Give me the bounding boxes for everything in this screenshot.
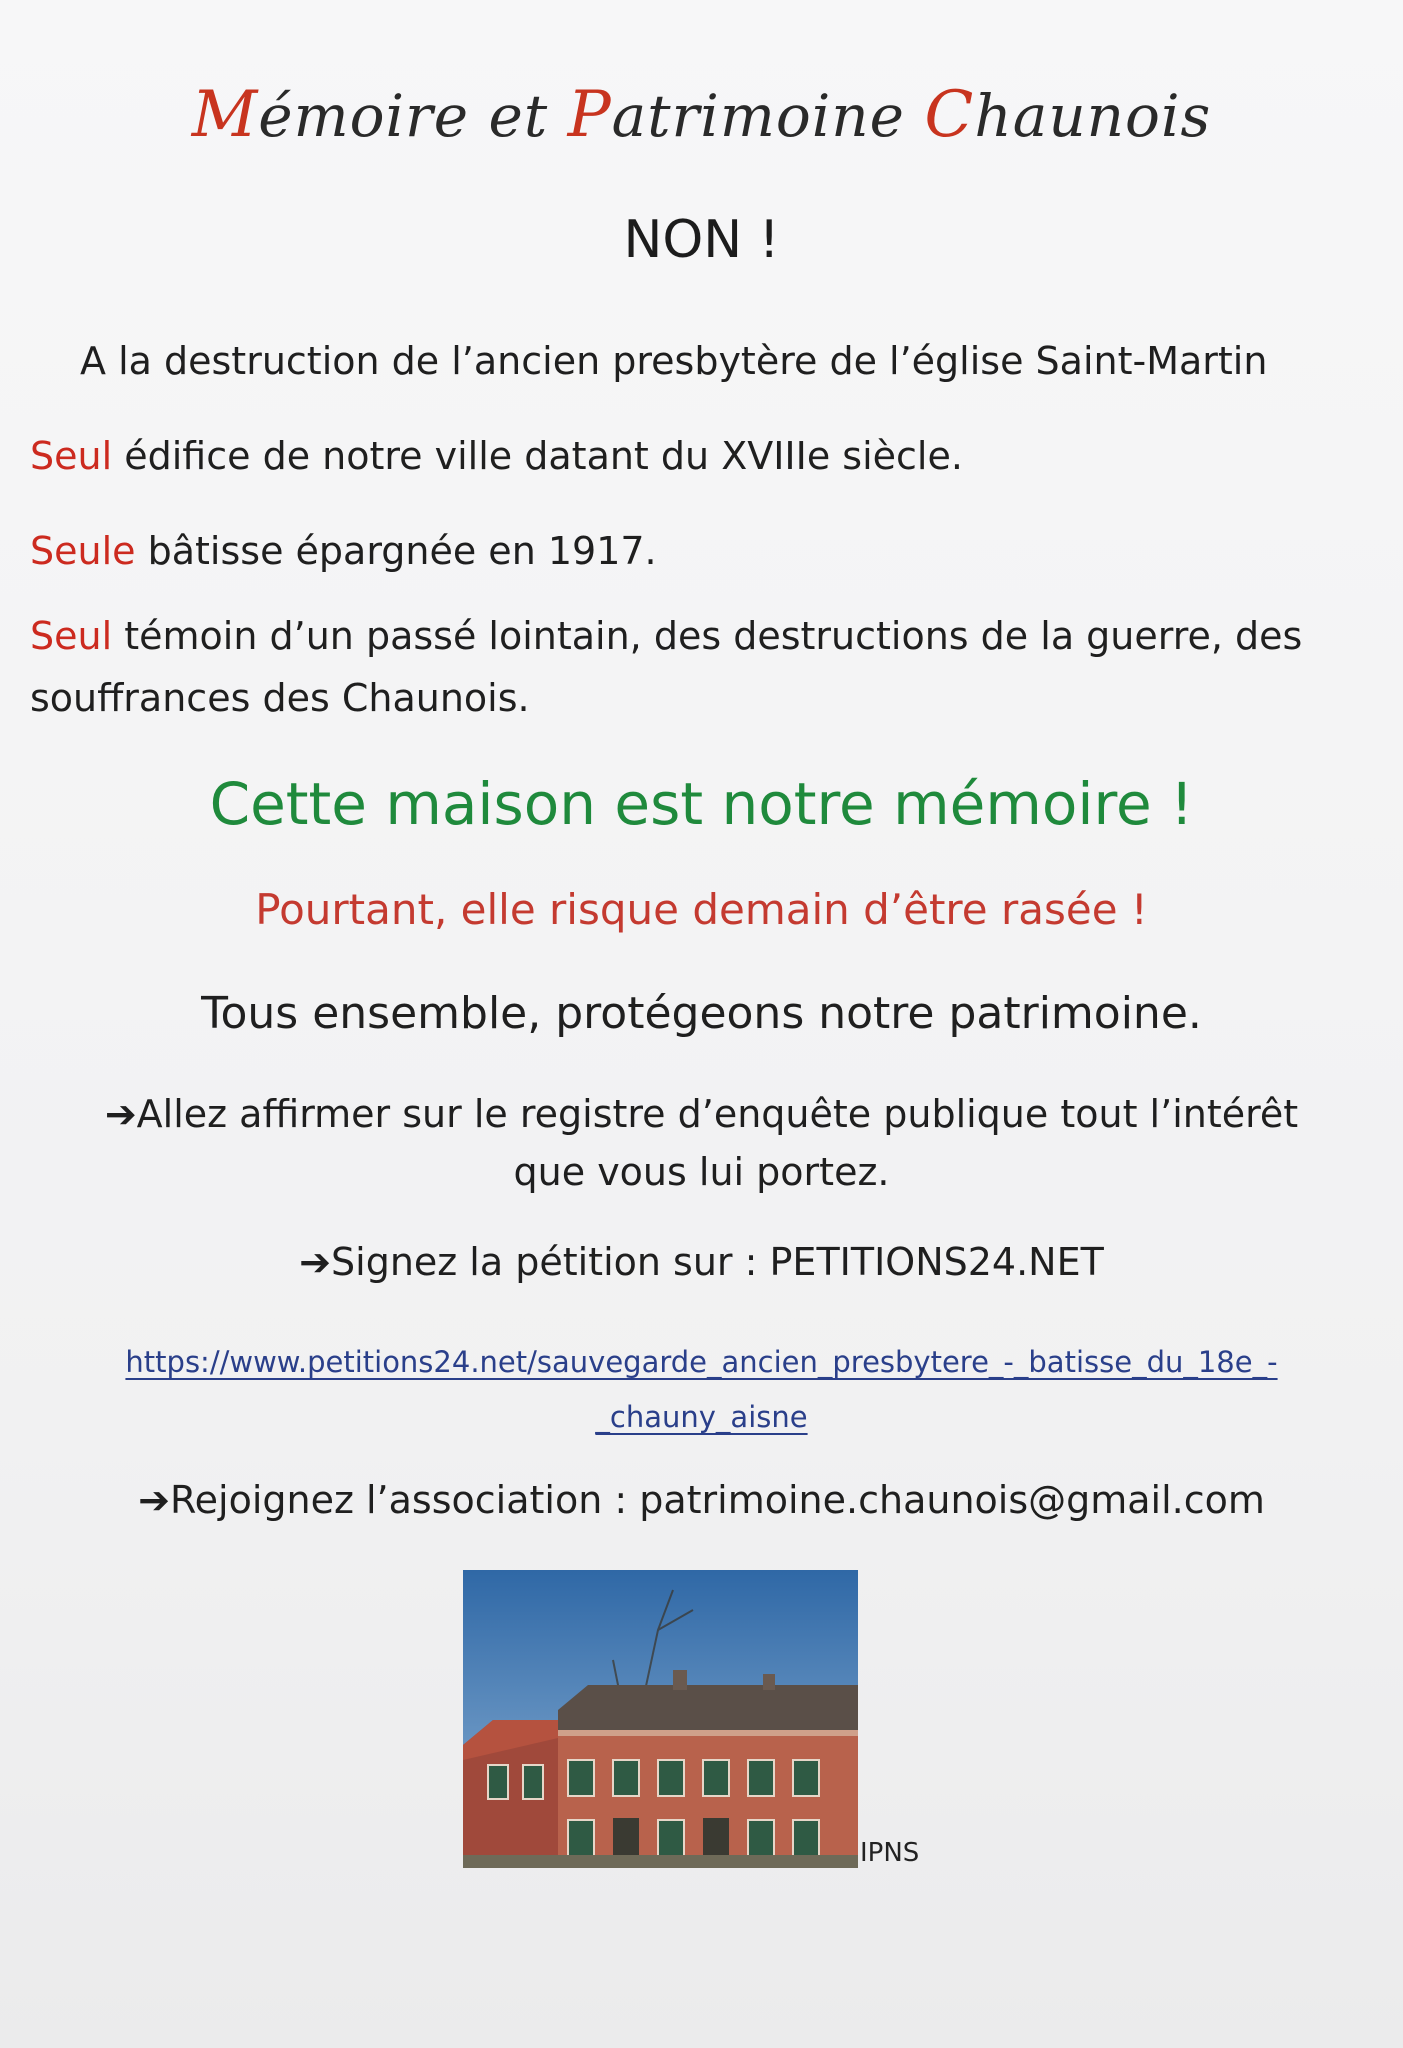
registre-text: Allez affirmer sur le registre d’enquête publique tout l’intérêt: [136, 1092, 1299, 1136]
photo-caption: IPNS: [860, 1838, 920, 1868]
statement-3: [30, 605, 1330, 729]
statement-3-text: témoin d’un passé lointain, des destructions de la guerre, des souffrances des Chaunois.: [30, 614, 1303, 720]
house-illustration: [463, 1570, 858, 1868]
statement-3-emphasis: Seul: [30, 614, 113, 658]
petition-text: Signez la pétition sur : PETITIONS24.NET: [331, 1240, 1104, 1284]
statement-1: [30, 425, 963, 487]
title-initial-c: C: [924, 78, 975, 152]
slogan: Cette maison est notre mémoire !: [209, 770, 1194, 838]
arrow-right-icon: ➔: [299, 1240, 332, 1284]
intro-text: A la destruction de l’ancien presbytère de l’église Saint-Martin: [80, 339, 1268, 383]
association-title: [0, 78, 1403, 152]
registre-line-2: que vous lui portez.: [513, 1150, 890, 1194]
arrow-right-icon: ➔: [104, 1092, 137, 1136]
presbytere-photo: [463, 1570, 858, 1868]
petition-link-line-1[interactable]: https://www.petitions24.net/sauvegarde_ancien_presbytere_-_batisse_du_18e_-: [125, 1345, 1278, 1379]
call-to-action: Tous ensemble, protégeons notre patrimoine.: [201, 988, 1202, 1039]
join-text: Rejoignez l’association : patrimoine.chaunois@gmail.com: [169, 1478, 1265, 1522]
headline-non: NON !: [623, 210, 780, 270]
title-part-2: atrimoine: [611, 82, 925, 150]
registre-instruction: [0, 1085, 1403, 1201]
petition-link[interactable]: [0, 1335, 1403, 1445]
title-initial-p: P: [567, 78, 612, 152]
petition-link-line-2[interactable]: _chauny_aisne: [595, 1400, 808, 1434]
statement-1-text: édifice de notre ville datant du XVIIIe siècle.: [112, 434, 963, 478]
title-initial-m: M: [191, 78, 259, 152]
statement-2-emphasis: Seule: [30, 529, 136, 573]
statement-2-text: bâtisse épargnée en 1917.: [135, 529, 657, 573]
statement-1-emphasis: Seul: [30, 434, 113, 478]
registre-line-1: [0, 1085, 1403, 1143]
arrow-right-icon: ➔: [138, 1478, 170, 1522]
title-part-3: haunois: [974, 82, 1212, 150]
title-part-1: émoire et: [258, 82, 568, 150]
petition-instruction: [0, 1240, 1403, 1284]
statement-2: [30, 520, 657, 582]
warning-text: Pourtant, elle risque demain d’être rasée !: [255, 885, 1148, 934]
join-association: [0, 1478, 1403, 1522]
